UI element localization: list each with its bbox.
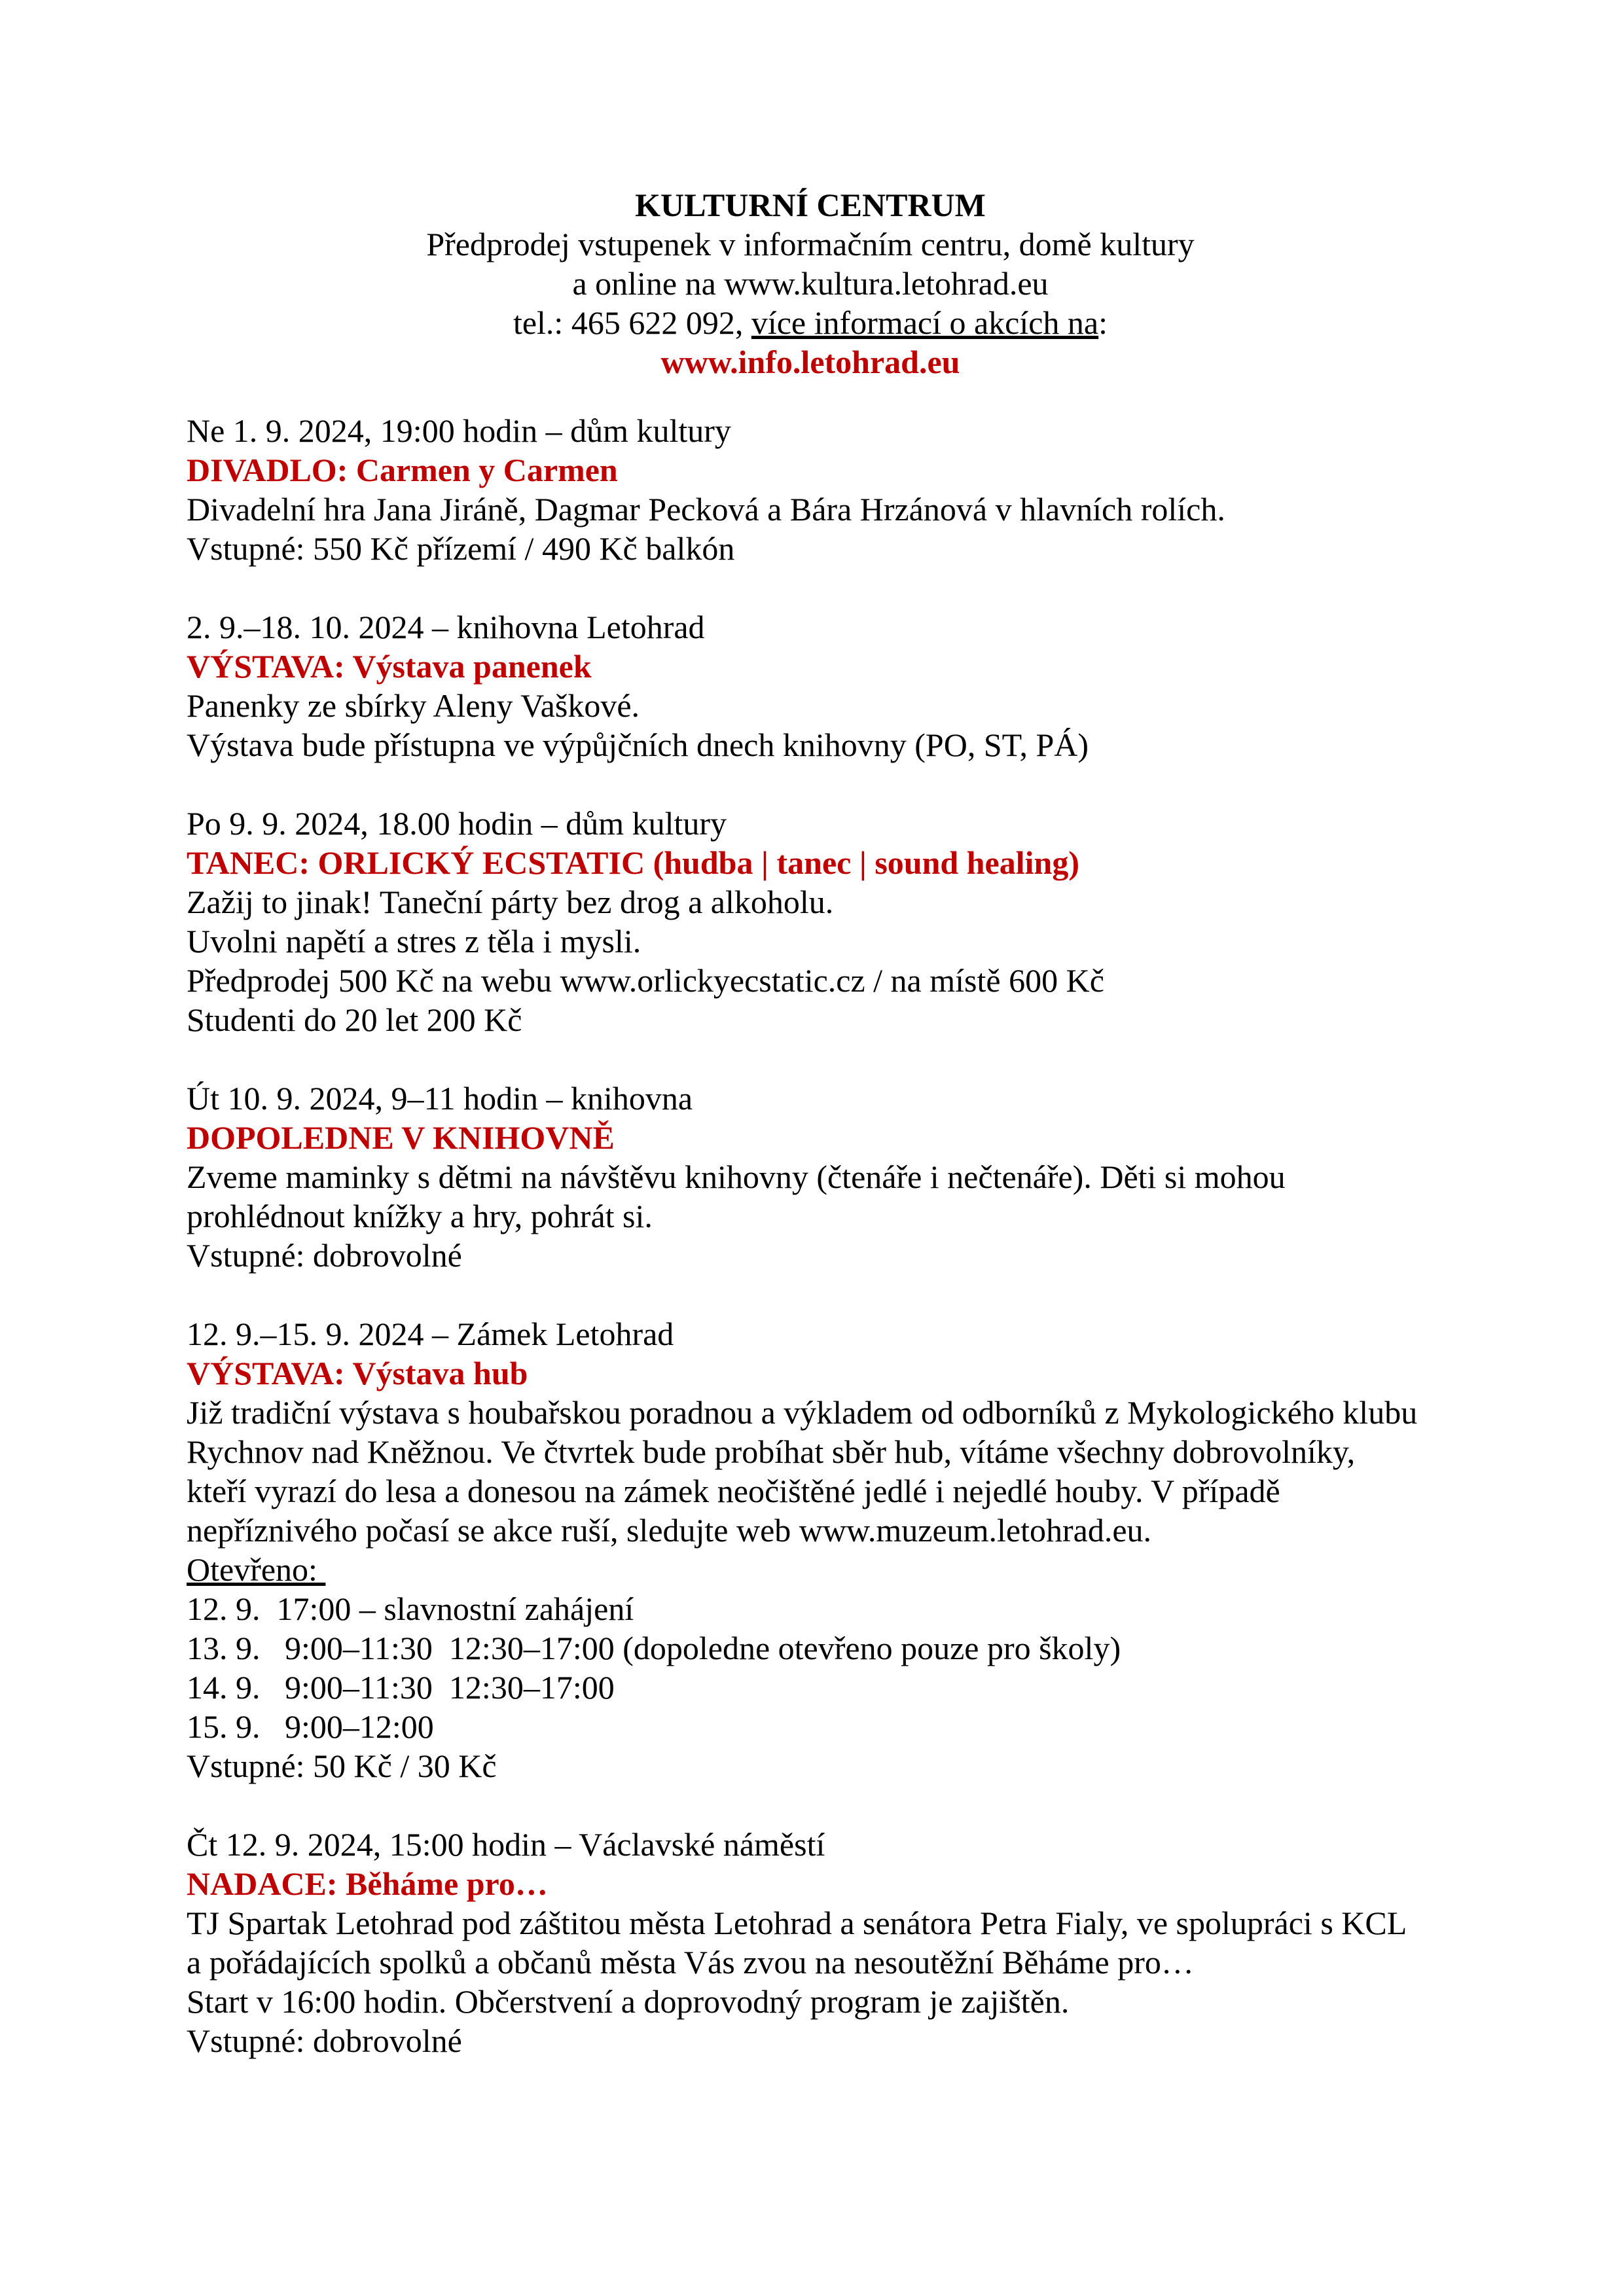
header-website: www.info.letohrad.eu: [660, 344, 960, 380]
event-line: Rychnov nad Kněžnou. Ve čtvrtek bude probíhat sběr hub, vítáme všechny dobrovolníky,: [187, 1433, 1356, 1470]
event-line: prohlédnout knížky a hry, pohrát si.: [187, 1198, 653, 1234]
event-datetime: Čt 12. 9. 2024, 15:00 hodin – Václavské náměstí: [187, 1826, 825, 1863]
event-line: kteří vyrazí do lesa a donesou na zámek neočištěné jedlé i nejedlé houby. V případě: [187, 1473, 1280, 1509]
event-line: Předprodej 500 Kč na webu www.orlickyecstatic.cz / na místě 600 Kč: [187, 962, 1104, 999]
event-block: [187, 607, 1434, 764]
event-datetime: Po 9. 9. 2024, 18.00 hodin – dům kultury: [187, 805, 727, 842]
header-more-info-text: více informací o akcích na: [751, 304, 1099, 341]
event-title: NADACE: Běháme pro…: [187, 1865, 548, 1902]
event-line: Studenti do 20 let 200 Kč: [187, 1001, 522, 1038]
event-line: TJ Spartak Letohrad pod záštitou města Letohrad a senátora Petra Fialy, ve spolupráci s KCL: [187, 1905, 1407, 1941]
event-title: VÝSTAVA: Výstava panenek: [187, 648, 592, 685]
header-tel-line: [187, 303, 1434, 342]
event-title: TANEC: ORLICKÝ ECSTATIC (hudba | tanec | sound healing): [187, 844, 1079, 881]
event-title: VÝSTAVA: Výstava hub: [187, 1355, 528, 1391]
header-presale-line: Předprodej vstupenek v informačním centru, domě kultury: [426, 226, 1195, 262]
event-line: 12. 9. 17:00 – slavnostní zahájení: [187, 1590, 634, 1627]
event-line: Vstupné: dobrovolné: [187, 2022, 462, 2059]
event-line: nepříznivého počasí se akce ruší, sledujte web www.muzeum.letohrad.eu.: [187, 1512, 1152, 1549]
event-block: [187, 1314, 1434, 1785]
event-line: Již tradiční výstava s houbařskou poradnou a výkladem od odborníků z Mykologického klubu: [187, 1394, 1418, 1431]
page-title: KULTURNÍ CENTRUM: [635, 187, 986, 223]
event-block: [187, 804, 1434, 1039]
event-line: Zažij to jinak! Taneční párty bez drog a alkoholu.: [187, 884, 834, 920]
event-title: DIVADLO: Carmen y Carmen: [187, 452, 618, 488]
event-block: [187, 1825, 1434, 2060]
event-block: [187, 411, 1434, 568]
header-tel-colon: :: [1098, 304, 1108, 341]
event-datetime: Ne 1. 9. 2024, 19:00 hodin – dům kultury: [187, 412, 731, 449]
event-line: 14. 9. 9:00–11:30 12:30–17:00: [187, 1669, 615, 1706]
event-line: 13. 9. 9:00–11:30 12:30–17:00 (dopoledne otevřeno pouze pro školy): [187, 1630, 1121, 1666]
event-line: Vstupné: 550 Kč přízemí / 490 Kč balkón: [187, 530, 735, 567]
event-line: 15. 9. 9:00–12:00: [187, 1708, 434, 1745]
event-line: Vstupné: 50 Kč / 30 Kč: [187, 1748, 497, 1784]
event-line: a pořádajících spolků a občanů města Vás zvou na nesoutěžní Běháme pro…: [187, 1944, 1194, 1981]
event-line: Uvolni napětí a stres z těla i mysli.: [187, 923, 641, 960]
event-line: Vstupné: dobrovolné: [187, 1237, 462, 1274]
event-line: Zveme maminky s dětmi na návštěvu knihovny (čtenáře i nečtenáře). Děti si mohou: [187, 1158, 1286, 1195]
event-line: Otevřeno:: [187, 1551, 326, 1588]
event-datetime: 2. 9.–18. 10. 2024 – knihovna Letohrad: [187, 609, 705, 645]
event-datetime: Út 10. 9. 2024, 9–11 hodin – knihovna: [187, 1080, 693, 1117]
header-online-line: a online na www.kultura.letohrad.eu: [572, 265, 1049, 302]
event-line: Start v 16:00 hodin. Občerstvení a doprovodný program je zajištěn.: [187, 1983, 1070, 2020]
event-line: Výstava bude přístupna ve výpůjčních dnech knihovny (PO, ST, PÁ): [187, 726, 1089, 763]
event-datetime: 12. 9.–15. 9. 2024 – Zámek Letohrad: [187, 1316, 674, 1352]
document-header: [187, 185, 1434, 382]
header-tel-number: tel.: 465 622 092,: [513, 304, 751, 341]
event-line: Panenky ze sbírky Aleny Vaškové.: [187, 687, 640, 724]
events-list: [187, 411, 1434, 2060]
event-title: DOPOLEDNE V KNIHOVNĚ: [187, 1119, 615, 1156]
event-line: Divadelní hra Jana Jiráně, Dagmar Pecková a Bára Hrzánová v hlavních rolích.: [187, 491, 1225, 528]
event-block: [187, 1079, 1434, 1275]
